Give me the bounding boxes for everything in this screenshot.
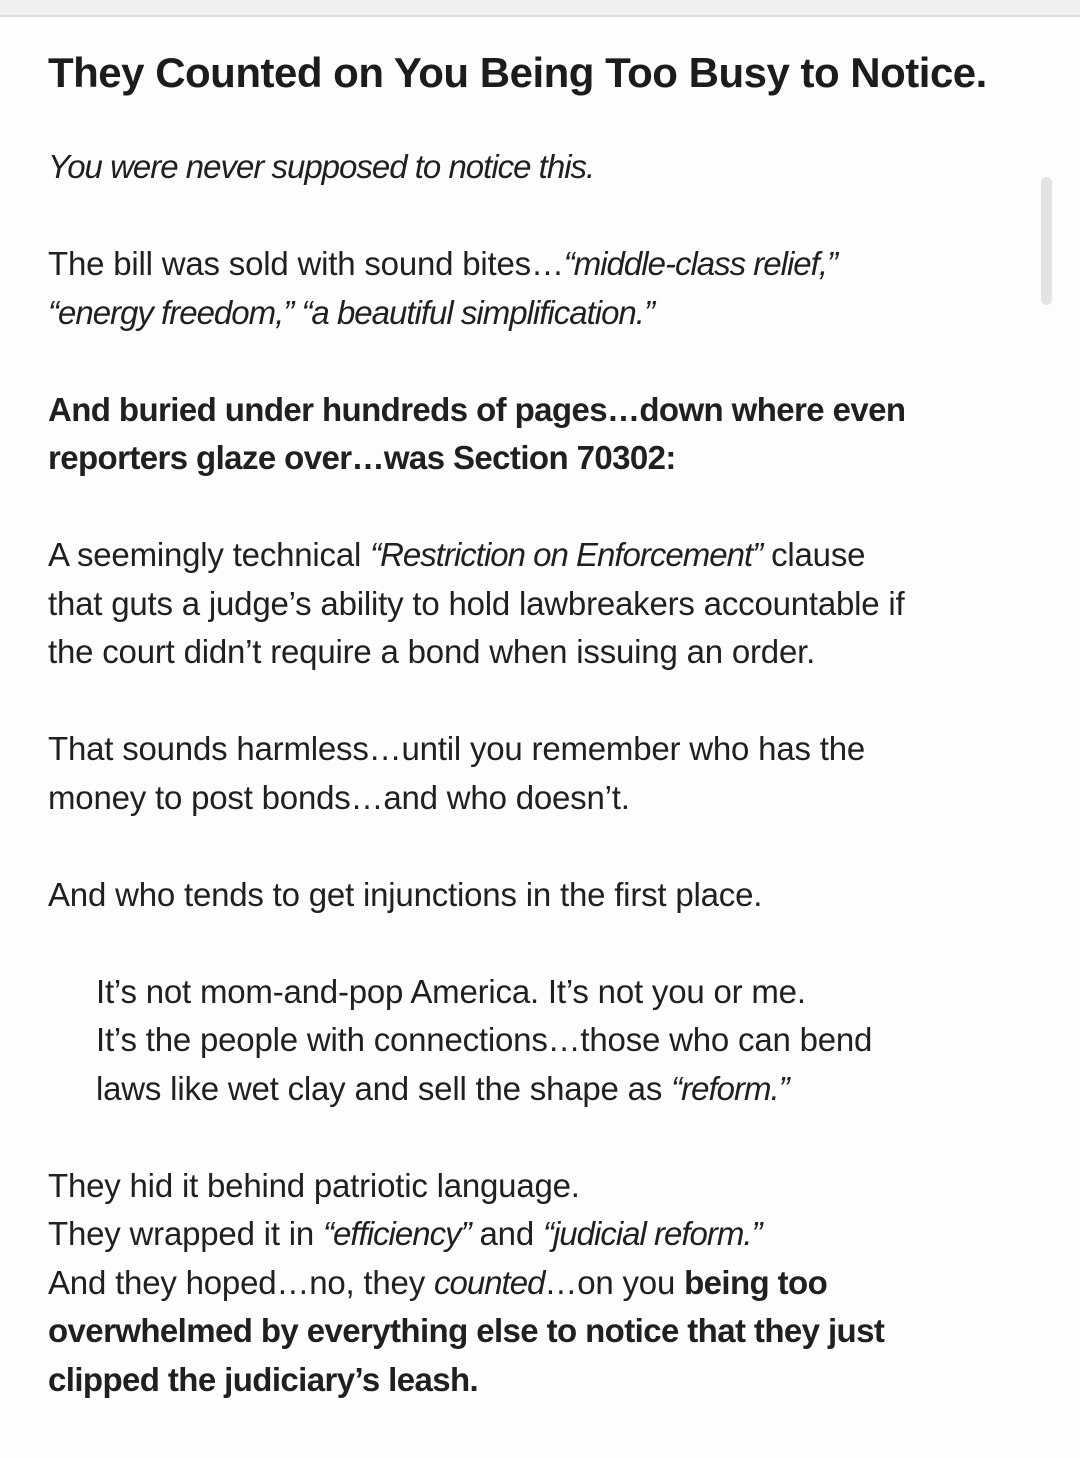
paragraph-conclusion [48, 1162, 1018, 1405]
paragraph-sound-bites [48, 240, 1018, 337]
blockquote-line-2: It’s the people with connections…those who can bend [96, 1021, 873, 1058]
intro-text: You were never supposed to notice this. [48, 148, 595, 185]
blockquote [48, 968, 1018, 1114]
paragraph-injunctions: And who tends to get injunctions in the first place. [48, 875, 763, 913]
p3-line-2: that guts a judge’s ability to hold lawbreakers accountable if [48, 584, 905, 622]
p1-quote-1: “middle-class relief,” [563, 245, 837, 282]
p3-quote: “Restriction on Enforcement” [370, 536, 763, 573]
paragraph-enforcement [48, 531, 1018, 677]
p4-line-2: money to post bonds…and who doesn’t. [48, 778, 630, 816]
blockquote-line-1: It’s not mom-and-pop America. It’s not you or me. [96, 972, 806, 1010]
blockquote-quote: “reform.” [671, 1069, 789, 1107]
p1-quote-2: “energy freedom,” “a beautiful simplification.” [48, 293, 654, 331]
blockquote-line-3: laws like wet clay and sell the shape as [96, 1069, 672, 1107]
article-body [48, 44, 1018, 1404]
p6-line-3-post: …on you [544, 1263, 685, 1301]
p6-quote-efficiency: “efficiency” [323, 1215, 471, 1252]
p6-counted: counted [433, 1263, 545, 1301]
p6-line-2-mid: and [470, 1215, 543, 1252]
paragraph-harmless [48, 725, 1018, 822]
intro-line [48, 143, 1018, 192]
p6-line-4: overwhelmed by everything else to notice that they just [48, 1312, 885, 1349]
p6-quote-judicial-reform: “judicial reform.” [542, 1215, 762, 1252]
p3-pre: A seemingly technical [48, 536, 371, 573]
p6-being-too: being too [684, 1263, 828, 1301]
article-title: They Counted on You Being Too Busy to Notice. [48, 49, 987, 96]
p6-line-2-pre: They wrapped it in [48, 1215, 324, 1252]
p6-line-3-pre: And they hoped…no, they [48, 1263, 434, 1301]
paragraph-section-70302 [48, 386, 1018, 483]
p3-line-3: the court didn’t require a bond when issuing an order. [48, 633, 816, 670]
p4-line-1: That sounds harmless…until you remember who has the [48, 730, 866, 767]
top-bar [0, 0, 1080, 17]
p3-post: clause [762, 536, 866, 573]
p6-line-5: clipped the judiciary’s leash. [48, 1360, 479, 1398]
p2-line-1: And buried under hundreds of pages…down where even [48, 390, 906, 428]
p6-line-1: They hid it behind patriotic language. [48, 1166, 580, 1204]
p1-text: The bill was sold with sound bites… [48, 245, 564, 282]
p2-line-2: reporters glaze over…was Section 70302: [48, 439, 676, 476]
scrollbar-thumb[interactable] [1041, 177, 1052, 305]
